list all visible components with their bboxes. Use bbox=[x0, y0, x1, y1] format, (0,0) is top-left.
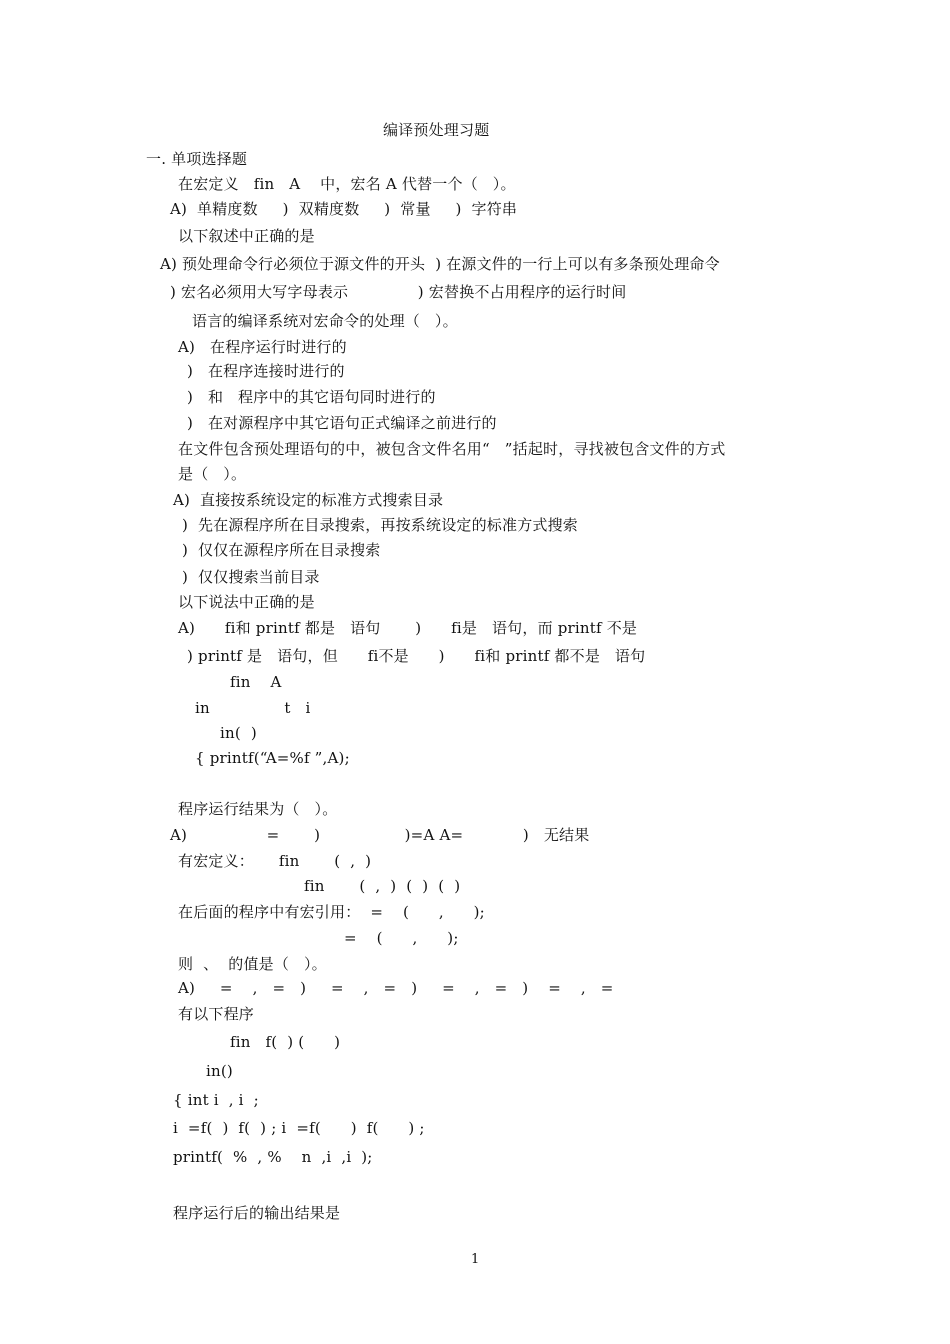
section-heading: 一. 单项选择题 bbox=[146, 150, 248, 168]
document-title: 编译预处理习题 bbox=[383, 121, 490, 139]
q3-option-b: ) 在程序连接时进行的 bbox=[187, 362, 345, 380]
q8-stem2: 程序运行后的输出结果是 bbox=[173, 1204, 341, 1222]
q3-option-d: ) 在对源程序中其它语句正式编译之前进行的 bbox=[187, 414, 497, 432]
q4-option-a: A) 直接按系统设定的标准方式搜索目录 bbox=[173, 491, 444, 509]
q8-code-line1: fin f( ) ( ) bbox=[230, 1033, 341, 1051]
q3-stem: 语言的编译系统对宏命令的处理（ ）。 bbox=[192, 312, 458, 330]
q7-line4: = ( , ); bbox=[344, 929, 459, 947]
q1-stem: 在宏定义 fin A 中，宏名 A 代替一个（ ）。 bbox=[178, 175, 516, 193]
q2-options-row1: A) 预处理命令行必须位于源文件的开头 ) 在源文件的一行上可以有多条预处理命令 bbox=[160, 255, 720, 273]
q8-stem: 有以下程序 bbox=[178, 1005, 255, 1023]
q4-option-b: ) 先在源程序所在目录搜索，再按系统设定的标准方式搜索 bbox=[182, 516, 578, 534]
q7-line5: 则 、 的值是（ ）。 bbox=[178, 955, 327, 973]
q7-line3: 在后面的程序中有宏引用： = ( , ); bbox=[178, 903, 485, 921]
q4-stem-line1: 在文件包含预处理语句的中，被包含文件名用“ ”括起时，寻找被包含文件的方式 bbox=[178, 440, 726, 458]
q3-option-c: ) 和 程序中的其它语句同时进行的 bbox=[187, 388, 436, 406]
q8-code-line5: printf( % , % n ,i ,i ); bbox=[173, 1148, 373, 1166]
q7-line1: 有宏定义： fin ( , ) bbox=[178, 852, 372, 870]
q2-stem: 以下叙述中正确的是 bbox=[178, 227, 315, 245]
q4-option-d: ) 仅仅搜索当前目录 bbox=[182, 568, 320, 586]
page-number: 1 bbox=[471, 1252, 480, 1267]
q5-options-row2: ) printf 是 语句，但 fi不是 ) fi和 printf 都不是 语句 bbox=[187, 647, 646, 665]
q4-stem-line2: 是（ ）。 bbox=[178, 465, 247, 483]
q8-code-line2: in() bbox=[206, 1062, 233, 1080]
q1-options: A) 单精度数 ) 双精度数 ) 常量 ) 字符串 bbox=[170, 200, 518, 218]
q6-stem: 程序运行结果为（ ）。 bbox=[178, 800, 338, 818]
q3-option-a: A) 在程序运行时进行的 bbox=[178, 338, 347, 356]
q6-code-line2: in t i bbox=[195, 699, 311, 717]
q8-code-line4: i =f( ) f( ) ; i =f( ) f( ) ; bbox=[173, 1119, 425, 1137]
q7-options: A) = , = ) = , = ) = , = ) = , = bbox=[178, 979, 614, 997]
q5-options-row1: A) fi和 printf 都是 语句 ) fi是 语句，而 printf 不是 bbox=[178, 619, 638, 637]
q6-code-line1: fin A bbox=[230, 673, 282, 691]
q7-line2: fin ( , ) ( ) ( ) bbox=[304, 877, 461, 895]
q2-options-row2: ) 宏名必须用大写字母表示 ) 宏替换不占用程序的运行时间 bbox=[170, 283, 627, 301]
q6-code-line4: { printf(“A=%f ”,A); bbox=[195, 749, 350, 767]
q5-stem: 以下说法中正确的是 bbox=[178, 593, 315, 611]
q8-code-line3: { int i , i ; bbox=[173, 1091, 259, 1109]
q6-options: A) = ) )=A A= ) 无结果 bbox=[170, 826, 590, 844]
q6-code-line3: in( ) bbox=[220, 724, 257, 742]
q4-option-c: ) 仅仅在源程序所在目录搜索 bbox=[182, 541, 381, 559]
